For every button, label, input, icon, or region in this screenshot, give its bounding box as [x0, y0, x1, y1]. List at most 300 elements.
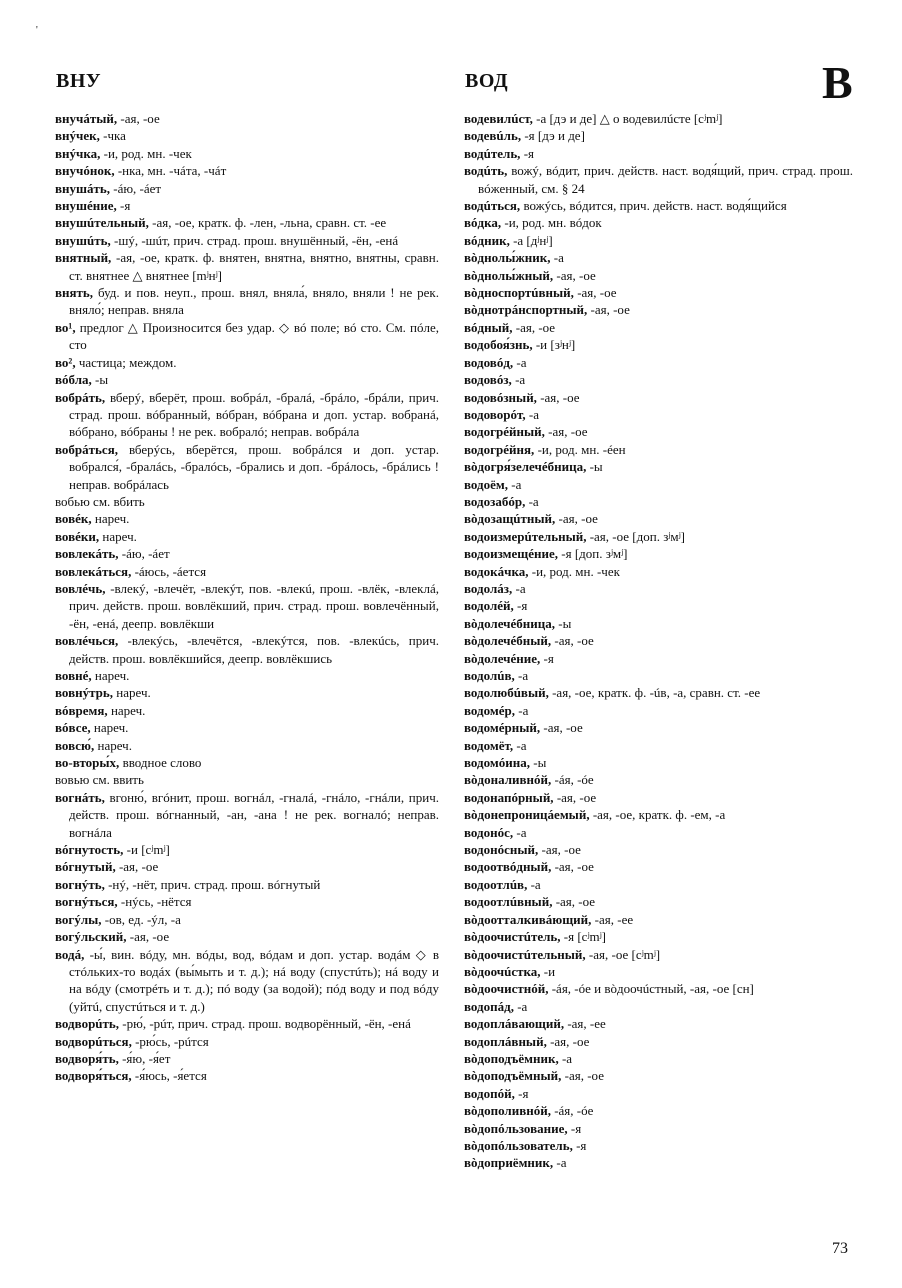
dictionary-entry [464, 545, 853, 562]
dictionary-entry [464, 1033, 853, 1050]
entry-headword: водомóина, [464, 755, 530, 771]
entry-definition: -áюсь, -áется [131, 563, 207, 579]
entry-headword: во-вторы́х, [55, 755, 120, 771]
dictionary-entry [55, 1050, 439, 1067]
entry-definition: -а [514, 668, 529, 683]
entry-headword: вогнáть, [55, 789, 105, 805]
dictionary-entry [464, 980, 853, 997]
entry-definition: -ая, -ое, кратк. ф. -úв, -а, сравн. ст. -ее [548, 685, 761, 701]
entry-headword: вòдоподъёмный, [464, 1068, 562, 1084]
entry-definition: вберý, вберёт, прош. вобрáл, -бралá, -брáло, -брáли, прич. страд. прош. вóбранный, вóбран, вóбрана и доп. устар. вобранá, вóбрано, вóбраны ! не рек. вобралó; неправ. вобрáла [69, 389, 439, 440]
dictionary-entry [55, 876, 439, 893]
dictionary-entry [464, 1120, 853, 1137]
entry-definition: вводное слово [119, 755, 202, 771]
dictionary-entry [464, 1154, 853, 1171]
dictionary-entry [464, 1015, 853, 1032]
entry-headword: вòдолечéбница, [464, 615, 555, 631]
dictionary-entry [464, 737, 853, 754]
dictionary-entry [464, 702, 853, 719]
entry-headword: водоизмещéние, [464, 546, 559, 562]
dictionary-entry [464, 597, 853, 614]
entry-headword: вогнýть, [55, 876, 105, 892]
dictionary-entry [55, 110, 439, 127]
entry-headword: водоотвóдный, [464, 859, 552, 875]
entry-headword: внушéние, [55, 198, 117, 214]
entry-headword: вòдопóльзование, [464, 1120, 568, 1136]
entry-headword: вóгнутый, [55, 859, 116, 875]
entry-definition: частица; междом. [75, 354, 177, 370]
entry-headword: внушúть, [55, 232, 111, 248]
entry-definition: -а [525, 493, 539, 509]
entry-definition: -ая, -ое [573, 285, 617, 301]
dictionary-entry [464, 406, 853, 423]
entry-definition: -я [cʲmʲ] [560, 929, 606, 945]
entry-headword: вòдоприёмник, [464, 1155, 554, 1171]
entry-headword: водворúться, [55, 1033, 132, 1049]
entry-headword: вòдолечéние, [464, 650, 541, 666]
dictionary-entry [464, 650, 853, 667]
entry-headword: вòдоподъёмник, [464, 1050, 559, 1066]
entry-definition: -я [дэ и де] [521, 128, 585, 144]
entry-definition: вгоню́, вгóнит, прош. вогнáл, -гналá, -гнáло, -гнáли, прич. действ. прош. вóгнанный, -ан, -ана ! не рек. вогналó; неправ. вогнáла [69, 789, 439, 840]
dictionary-entry [55, 145, 439, 162]
entry-definition: -я [540, 650, 554, 666]
dictionary-entry [464, 563, 853, 580]
dictionary-entry [464, 371, 853, 388]
entry-headword: внучáтый, [55, 111, 118, 126]
dictionary-entry [464, 876, 853, 893]
left-column [55, 110, 439, 1085]
dictionary-entry [464, 580, 853, 597]
entry-definition: -ая, -ое [555, 511, 598, 527]
dictionary-entry [464, 1067, 853, 1084]
dictionary-entry [55, 1067, 439, 1084]
dictionary-entry [55, 528, 439, 545]
entry-headword: вòдоочúстка, [464, 963, 541, 979]
entry-headword: вòдолечéбный, [464, 633, 552, 649]
entry-definition: -а [550, 250, 564, 266]
entry-headword: водовóд, [464, 354, 514, 370]
dictionary-entry [464, 162, 853, 197]
entry-headword: водолúв, [464, 668, 515, 683]
entry-headword: вовлекáть, [55, 546, 119, 562]
entry-definition: вовью см. ввить [55, 772, 144, 788]
dictionary-entry [55, 841, 439, 858]
entry-definition: -ая, -ое [доп. зʲмʲ] [586, 528, 685, 544]
entry-definition: -ая, -ое [561, 1068, 604, 1084]
entry-definition: -я [567, 1120, 582, 1136]
entry-headword: водоём, [464, 476, 509, 492]
dictionary-entry [55, 389, 439, 441]
entry-headword: вóдный, [464, 319, 513, 335]
dictionary-entry [55, 563, 439, 580]
entry-headword: вовéки, [55, 528, 100, 544]
dictionary-entry [464, 719, 853, 736]
dictionary-entry [55, 858, 439, 875]
entry-headword: вòдоналивнóй, [464, 772, 552, 788]
entry-headword: внять, [55, 285, 94, 301]
dictionary-entry [464, 911, 853, 928]
entry-definition: -ая, -ое [540, 720, 583, 736]
dictionary-entry [464, 928, 853, 945]
dictionary-entry [464, 806, 853, 823]
entry-headword: водворúть, [55, 1016, 120, 1032]
entry-headword: вовлекáться, [55, 563, 132, 579]
dictionary-entry [464, 893, 853, 910]
entry-definition: -ов, ед. -ýл, -а [101, 911, 181, 927]
dictionary-entry [464, 1085, 853, 1102]
dictionary-entry [464, 493, 853, 510]
entry-headword: водоотлúвный, [464, 894, 553, 910]
dictionary-entry [464, 684, 853, 701]
entry-headword: водúться, [464, 198, 521, 214]
entry-definition: -а [513, 737, 527, 753]
dictionary-entry [464, 841, 853, 858]
entry-definition: -ая, -ее [564, 1016, 606, 1032]
dictionary-entry [464, 441, 853, 458]
dictionary-entry [464, 615, 853, 632]
dictionary-entry [55, 319, 439, 354]
dictionary-entry [464, 1137, 853, 1154]
entry-headword: водобоя́знь, [464, 337, 533, 353]
dictionary-entry [55, 737, 439, 754]
entry-headword: вòдогря́зелечéбница, [464, 459, 587, 475]
entry-definition: вобью см. вбить [55, 493, 145, 509]
entry-definition: -а [553, 1155, 567, 1171]
entry-definition: -ая, -ое [552, 894, 596, 910]
entry-definition: -а [527, 876, 541, 892]
entry-definition: -рю́сь, -рúтся [131, 1033, 209, 1049]
entry-definition: -ая, -ое [553, 789, 597, 805]
entry-definition: нареч. [94, 737, 132, 753]
entry-definition: -ы [529, 755, 547, 771]
dictionary-entry [464, 528, 853, 545]
entry-headword: вòдоочистúтель, [464, 929, 561, 945]
entry-definition: -шý, -шúт, прич. страд. прош. внушённый, -ён, -енá [110, 232, 399, 248]
entry-headword: водонóс, [464, 824, 514, 840]
entry-definition: -и, род. мн. -éен [534, 441, 626, 457]
entry-definition: -и [cʲmʲ] [123, 842, 170, 858]
dictionary-entry [464, 824, 853, 841]
corner-mark: ' [36, 25, 38, 36]
dictionary-entry [464, 632, 853, 649]
entry-headword: вóвсе, [55, 720, 91, 736]
entry-definition: -а [513, 998, 528, 1014]
entry-headword: вòдоочистúтельный, [464, 946, 586, 962]
entry-definition: нареч. [107, 702, 146, 718]
entry-headword: вòднолы́жник, [464, 250, 551, 266]
entry-headword: вóдка, [464, 215, 502, 231]
entry-headword: водонапóрный, [464, 789, 554, 805]
dictionary-entry [55, 284, 439, 319]
entry-definition: нареч. [91, 511, 130, 527]
dictionary-entry [464, 319, 853, 336]
entry-definition: -и, род. мн. вóдок [501, 215, 602, 231]
entry-headword: внушáть, [55, 180, 110, 196]
dictionary-entry [464, 458, 853, 475]
entry-definition: -нка, мн. -чáта, -чáт [114, 163, 227, 179]
entry-headword: внушúтельный, [55, 215, 149, 231]
entry-definition: -ая, -ое [551, 859, 594, 875]
entry-headword: водúтель, [464, 145, 521, 161]
dictionary-entry [464, 476, 853, 493]
entry-definition: -и [зʲнʲ] [532, 337, 576, 353]
dictionary-entry [464, 667, 853, 684]
dictionary-entry [464, 963, 853, 980]
entry-headword: вогýльский, [55, 929, 127, 945]
entry-definition: -влекýсь, -влечётся, -влекýтся, пов. -влекúсь, прич. действ. прош. вовлёкшийся, деепр. вовлёкшись [69, 633, 439, 666]
entry-definition: -я [513, 598, 528, 614]
entry-definition: -а [513, 824, 527, 840]
dictionary-entry [55, 789, 439, 841]
entry-definition: -а [508, 476, 522, 492]
dictionary-entry [55, 632, 439, 667]
entry-definition: -а [513, 354, 527, 370]
dictionary-entry [464, 789, 853, 806]
dictionary-entry [464, 336, 853, 353]
entry-headword: внятный, [55, 250, 112, 266]
dictionary-entry [464, 284, 853, 301]
entry-headword: вòднотрáнспортный, [464, 302, 588, 318]
dictionary-entry [464, 1102, 853, 1119]
dictionary-entry [464, 232, 853, 249]
dictionary-entry [55, 667, 439, 684]
entry-definition: -ая, -ое [115, 859, 159, 875]
running-head-right: ВОД [465, 70, 509, 92]
entry-definition: -а [511, 372, 526, 388]
entry-headword: водовóзный, [464, 389, 537, 405]
entry-headword: вóгнутость, [55, 842, 124, 858]
entry-headword: водоворóт, [464, 406, 526, 422]
entry-headword: вòдноспортúвный, [464, 285, 574, 301]
entry-headword: водворя́ть, [55, 1050, 119, 1066]
entry-definition: нареч. [99, 528, 137, 544]
entry-headword: во², [55, 354, 76, 370]
dictionary-entry [464, 946, 853, 963]
entry-headword: водевилúст, [464, 111, 533, 126]
entry-definition: -и, род. мн. -чек [528, 563, 620, 579]
entry-definition: -ы [586, 459, 603, 475]
entry-headword: вогнýться, [55, 894, 118, 910]
entry-definition: буд. и пов. неуп., прош. внял, вняла́, вняло, вняли ! не рек. вняло́; неправ. вняла [69, 285, 439, 318]
dictionary-entry [55, 371, 439, 388]
dictionary-entry [464, 754, 853, 771]
dictionary-entry [55, 127, 439, 144]
dictionary-entry [55, 197, 439, 214]
page-number: 73 [832, 1240, 848, 1257]
entry-headword: водоплáвающий, [464, 1016, 565, 1032]
entry-definition: нареч. [91, 668, 130, 683]
entry-definition: -ая, -ое [546, 1033, 590, 1049]
entry-headword: вогýлы, [55, 911, 102, 927]
entry-definition: -я [116, 198, 131, 214]
dictionary-entry [55, 1033, 439, 1050]
entry-definition: -я́юсь, -я́ется [131, 1068, 207, 1084]
entry-definition: -и, род. мн. -чек [100, 145, 192, 161]
entry-headword: водолéй, [464, 598, 514, 614]
entry-definition: -а [512, 580, 526, 596]
entry-headword: водолюбúвый, [464, 685, 549, 701]
entry-headword: вовнé, [55, 668, 92, 683]
dictionary-entry [464, 1050, 853, 1067]
dictionary-entry [464, 267, 853, 284]
entry-definition: -а [дэ и де] △ о водевилúсте [cʲmʲ] [532, 111, 723, 126]
entry-definition: нареч. [113, 685, 151, 701]
entry-headword: вòднолы́жный, [464, 267, 554, 283]
dictionary-entry [464, 998, 853, 1015]
entry-headword: водомёт, [464, 737, 514, 753]
entry-headword: вòдоотталкивáющий, [464, 911, 592, 927]
entry-definition: -нý, -нёт, прич. страд. прош. вóгнутый [104, 876, 321, 892]
dictionary-entry [464, 301, 853, 318]
dictionary-entry [464, 110, 853, 127]
entry-definition: -чка [99, 128, 126, 144]
section-letter: В [822, 57, 853, 108]
entry-definition: -ая, -ое, кратк. ф. -лен, -льна, сравн. ст. -ее [148, 215, 387, 231]
entry-headword: водомéрный, [464, 720, 541, 736]
dictionary-entry [55, 249, 439, 284]
entry-headword: водворя́ться, [55, 1068, 132, 1084]
entry-headword: водúть, [464, 163, 508, 179]
entry-definition: вожýсь, вóдится, прич. действ. наст. водя́щийся [520, 198, 787, 214]
entry-definition: -ая, -ое [cʲmʲ] [585, 946, 661, 962]
entry-headword: водогрéйня, [464, 441, 535, 457]
dictionary-entry [55, 354, 439, 371]
entry-headword: вóбла, [55, 372, 92, 388]
entry-headword: вòдоочистнóй, [464, 981, 549, 997]
entry-headword: вовнýтрь, [55, 685, 114, 701]
entry-headword: внýчка, [55, 145, 101, 161]
dictionary-entry [55, 702, 439, 719]
dictionary-entry [464, 249, 853, 266]
entry-headword: внýчек, [55, 128, 100, 144]
right-column [464, 110, 853, 1172]
entry-headword: вóвремя, [55, 702, 108, 718]
entry-definition: -áя, -óе и вòдоочúстный, -ая, -ое [сн] [548, 981, 754, 997]
entry-headword: водопóй, [464, 1085, 515, 1101]
entry-definition: -ая, -ее [591, 911, 634, 927]
entry-headword: водоплáвный, [464, 1033, 547, 1049]
entry-definition: -ая, -ое [126, 929, 170, 945]
dictionary-entry [55, 754, 439, 771]
entry-headword: вòдопóльзователь, [464, 1137, 573, 1153]
entry-definition: нареч. [90, 720, 129, 736]
entry-headword: водовóз, [464, 372, 512, 388]
dictionary-entry [55, 893, 439, 910]
dictionary-entry [464, 858, 853, 875]
dictionary-entry [464, 354, 853, 371]
entry-definition: -рю́, -рúт, прич. страд. прош. водворённый, -ён, -енá [119, 1016, 411, 1032]
entry-headword: водоотлúв, [464, 876, 528, 892]
dictionary-entry [464, 197, 853, 214]
entry-definition: -ы [91, 372, 109, 388]
running-head-left: ВНУ [56, 70, 102, 92]
dictionary-entry [55, 162, 439, 179]
dictionary-entry [55, 684, 439, 701]
entry-headword: вòдозащúтный, [464, 511, 556, 527]
dictionary-entry [55, 493, 439, 510]
entry-definition: -влекý, -влечёт, -влекýт, пов. -влекú, прош. -влёк, -влеклá, прич. действ. прош. вовлёкший, прич. страд. прош. вовлечённый, -ён, -енá, деепр. вовлёкши [69, 580, 439, 631]
dictionary-entry [55, 1015, 439, 1032]
entry-definition: -áю, -áет [110, 180, 162, 196]
dictionary-entry [55, 441, 439, 493]
entry-definition: -ая, -ое, кратк. ф. внятен, внятна, внятно, внятны, сравн. ст. внятнее △ внятнее [mʲнʲ] [69, 250, 439, 283]
dictionary-entry [55, 928, 439, 945]
dictionary-entry [464, 214, 853, 231]
entry-headword: водокáчка, [464, 563, 529, 579]
entry-definition: -я́ю, -я́ет [118, 1050, 171, 1066]
entry-definition: -а [525, 406, 539, 422]
entry-definition: -ая, -ое [544, 424, 588, 440]
entry-headword: вовлéчь, [55, 580, 106, 596]
dictionary-entry [55, 510, 439, 527]
entry-definition: -áю, -áет [118, 546, 170, 562]
entry-headword: водонóсный, [464, 842, 539, 858]
entry-definition: -ая, -ое, кратк. ф. -ем, -а [589, 807, 726, 823]
entry-definition: -а [515, 702, 529, 718]
entry-definition: вожý, вóдит, прич. действ. наст. водя́щий, прич. страд. прош. вóженный, см. § 24 [478, 163, 853, 196]
entry-headword: вобрáть, [55, 389, 106, 405]
dictionary-entry [464, 145, 853, 162]
entry-headword: вóдник, [464, 232, 510, 248]
entry-headword: вобрáться, [55, 441, 118, 457]
entry-headword: водомéр, [464, 702, 515, 718]
entry-headword: водевúль, [464, 128, 522, 144]
dictionary-entry [55, 214, 439, 231]
dictionary-entry [464, 510, 853, 527]
dictionary-entry [464, 771, 853, 788]
dictionary-entry [55, 232, 439, 249]
entry-headword: вовéк, [55, 511, 92, 527]
entry-definition: -я [доп. зʲмʲ] [558, 546, 628, 562]
entry-definition: -и [540, 963, 556, 979]
entry-headword: вовсю́, [55, 737, 95, 753]
dictionary-entry [55, 545, 439, 562]
entry-definition: -ая, -ое [512, 319, 556, 335]
entry-headword: водогрéйный, [464, 424, 545, 440]
entry-headword: во¹, [55, 319, 76, 335]
entry-headword: вòдонепроницáемый, [464, 807, 590, 823]
entry-headword: водá, [55, 946, 85, 962]
entry-definition: вберýсь, вберётся, прош. вобрáлся и доп. устар. вобрался́, -бралáсь, -бралóсь, -брались и доп. -брáлось, -брáлись ! неправ. вобрáлась [69, 441, 439, 492]
dictionary-entry [464, 127, 853, 144]
entry-definition: -ая, -ое [551, 633, 594, 649]
entry-headword: вовлéчься, [55, 633, 119, 649]
dictionary-entry [55, 771, 439, 788]
dictionary-entry [55, 946, 439, 1016]
dictionary-entry [55, 180, 439, 197]
entry-definition: -ая, -ое [538, 842, 581, 858]
dictionary-entry [464, 389, 853, 406]
entry-definition: -а [558, 1050, 573, 1066]
entry-definition: -áя, -óе [550, 1103, 594, 1119]
entry-headword: водолáз, [464, 580, 513, 596]
entry-definition: -ая, -ое [117, 111, 160, 126]
entry-definition: -ая, -ое [553, 267, 596, 283]
dictionary-entry [464, 423, 853, 440]
entry-definition: -ая, -ое [587, 302, 630, 318]
entry-definition: -áя, -óе [551, 772, 594, 788]
entry-definition: -а [дʲнʲ] [509, 232, 553, 248]
dictionary-entry [55, 911, 439, 928]
entry-headword: вòдополивнóй, [464, 1103, 551, 1119]
entry-definition: предлог △ Произносится без удар. ◇ вó поле; вó сто. См. пóле, сто [69, 319, 439, 353]
entry-definition: -ы́, вин. вóду, мн. вóды, вод, вóдам и доп. устар. водáм ◇ в стóльких-то водáх (вы́мыть и т. д.); нá воду (спустúть); нá воду и на вóду (смотрéть и т. д.); пó воду (за водой); пóд воду и под вóду (уйтú, спустúться и т. д.) [69, 946, 439, 1014]
dictionary-entry [55, 580, 439, 632]
dictionary-entry [55, 719, 439, 736]
entry-definition: -я [520, 145, 534, 161]
entry-headword: водоизмерúтельный, [464, 528, 587, 544]
